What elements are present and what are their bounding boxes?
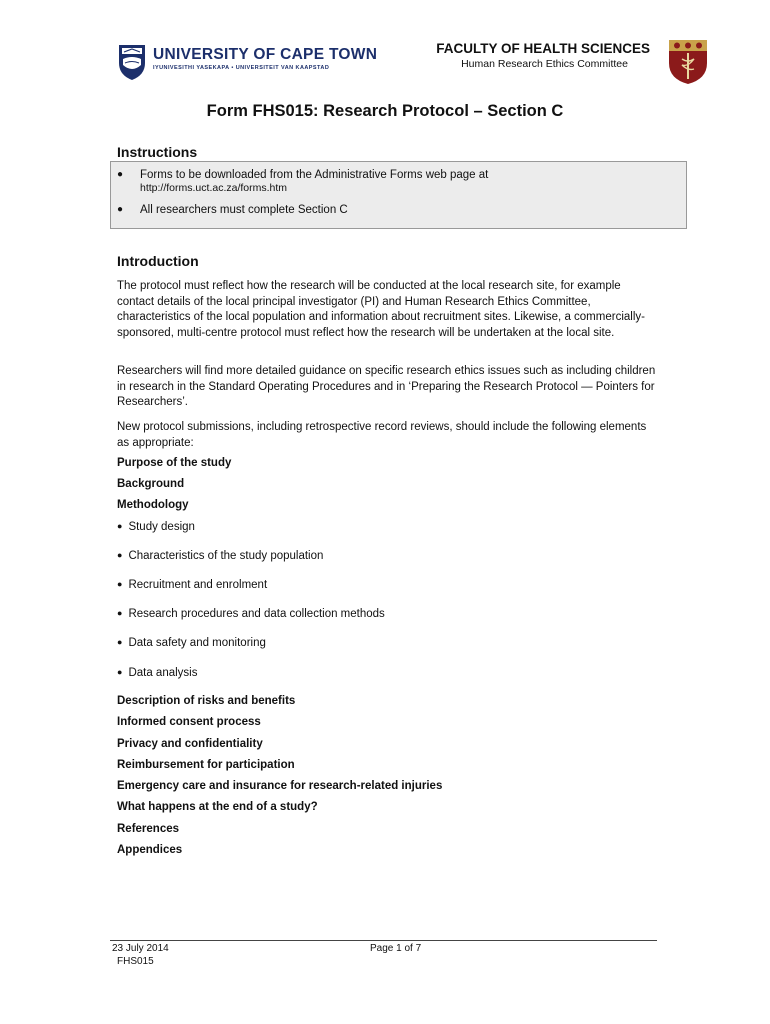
committee-name: Human Research Ethics Committee xyxy=(461,58,628,70)
bullet-icon: ● xyxy=(117,637,123,647)
instructions-heading: Instructions xyxy=(117,144,198,160)
footer-form-code: FHS015 xyxy=(117,956,154,967)
instruction-text: Forms to be downloaded from the Administrative Forms web page at xyxy=(140,169,489,181)
bullet-icon: ● xyxy=(117,550,123,560)
instruction-text: All researchers must complete Section C xyxy=(140,204,348,216)
introduction-heading: Introduction xyxy=(117,253,199,269)
methodology-item: ● Research procedures and data collection methods xyxy=(117,608,385,620)
element-item: Emergency care and insurance for research-related injuries xyxy=(117,780,443,792)
element-item: Informed consent process xyxy=(117,716,261,728)
university-name: UNIVERSITY OF CAPE TOWN xyxy=(153,46,378,63)
bullet-icon: ● xyxy=(117,204,124,215)
uct-shield-logo xyxy=(117,43,147,81)
element-item: References xyxy=(117,823,180,835)
bullet-icon: ● xyxy=(117,608,123,618)
element-item: Appendices xyxy=(117,844,183,856)
element-background: Background xyxy=(117,478,185,490)
methodology-item: ● Characteristics of the study population xyxy=(117,550,324,562)
instruction-item xyxy=(117,204,657,216)
form-title: Form FHS015: Research Protocol – Section C xyxy=(206,102,564,120)
methodology-item: ● Study design xyxy=(117,521,195,533)
bullet-icon: ● xyxy=(117,667,123,677)
footer-date: 23 July 2014 xyxy=(112,943,169,954)
methodology-item: ● Data safety and monitoring xyxy=(117,637,266,649)
faculty-title: FACULTY OF HEALTH SCIENCES xyxy=(436,41,650,56)
element-item: Reimbursement for participation xyxy=(117,759,295,771)
methodology-item: ● Recruitment and enrolment xyxy=(117,579,268,591)
intro-paragraph: Researchers will find more detailed guidance on specific research ethics issues such as including children in research in the Standard Operating Procedures and in ‘Preparing the Research Protocol — Pointers for Researchers’. xyxy=(117,365,656,409)
forms-url-link[interactable]: http://forms.uct.ac.za/forms.htm xyxy=(140,182,288,194)
methodology-item: ● Data analysis xyxy=(117,667,198,679)
intro-paragraph: The protocol must reflect how the research will be conducted at the local research site, for example contact details of the local principal investigator (PI) and Human Research Ethics Committee, characteristics of the local population and information about recruitment sites. Likewise, a commercially-sponsored, multi-centre protocol must reflect how the research will be undertaken at the local site. xyxy=(117,280,645,340)
element-item: Description of risks and benefits xyxy=(117,695,296,707)
bullet-icon: ● xyxy=(117,169,124,180)
footer-page-number: Page 1 of 7 xyxy=(370,943,422,954)
element-methodology: Methodology xyxy=(117,499,189,511)
university-subtitle: IYUNIVESITHI YASEKAPA • UNIVERSITEIT VAN KAAPSTAD xyxy=(153,65,330,71)
footer-divider xyxy=(110,940,657,941)
bullet-icon: ● xyxy=(117,579,123,589)
instruction-item xyxy=(117,169,657,193)
element-purpose: Purpose of the study xyxy=(117,457,232,469)
element-item: Privacy and confidentiality xyxy=(117,738,263,750)
faculty-crest-icon xyxy=(668,39,708,85)
intro-paragraph: New protocol submissions, including retrospective record reviews, should include the following elements as appropriate: xyxy=(117,421,647,449)
element-item: What happens at the end of a study? xyxy=(117,801,318,813)
bullet-icon: ● xyxy=(117,521,123,531)
